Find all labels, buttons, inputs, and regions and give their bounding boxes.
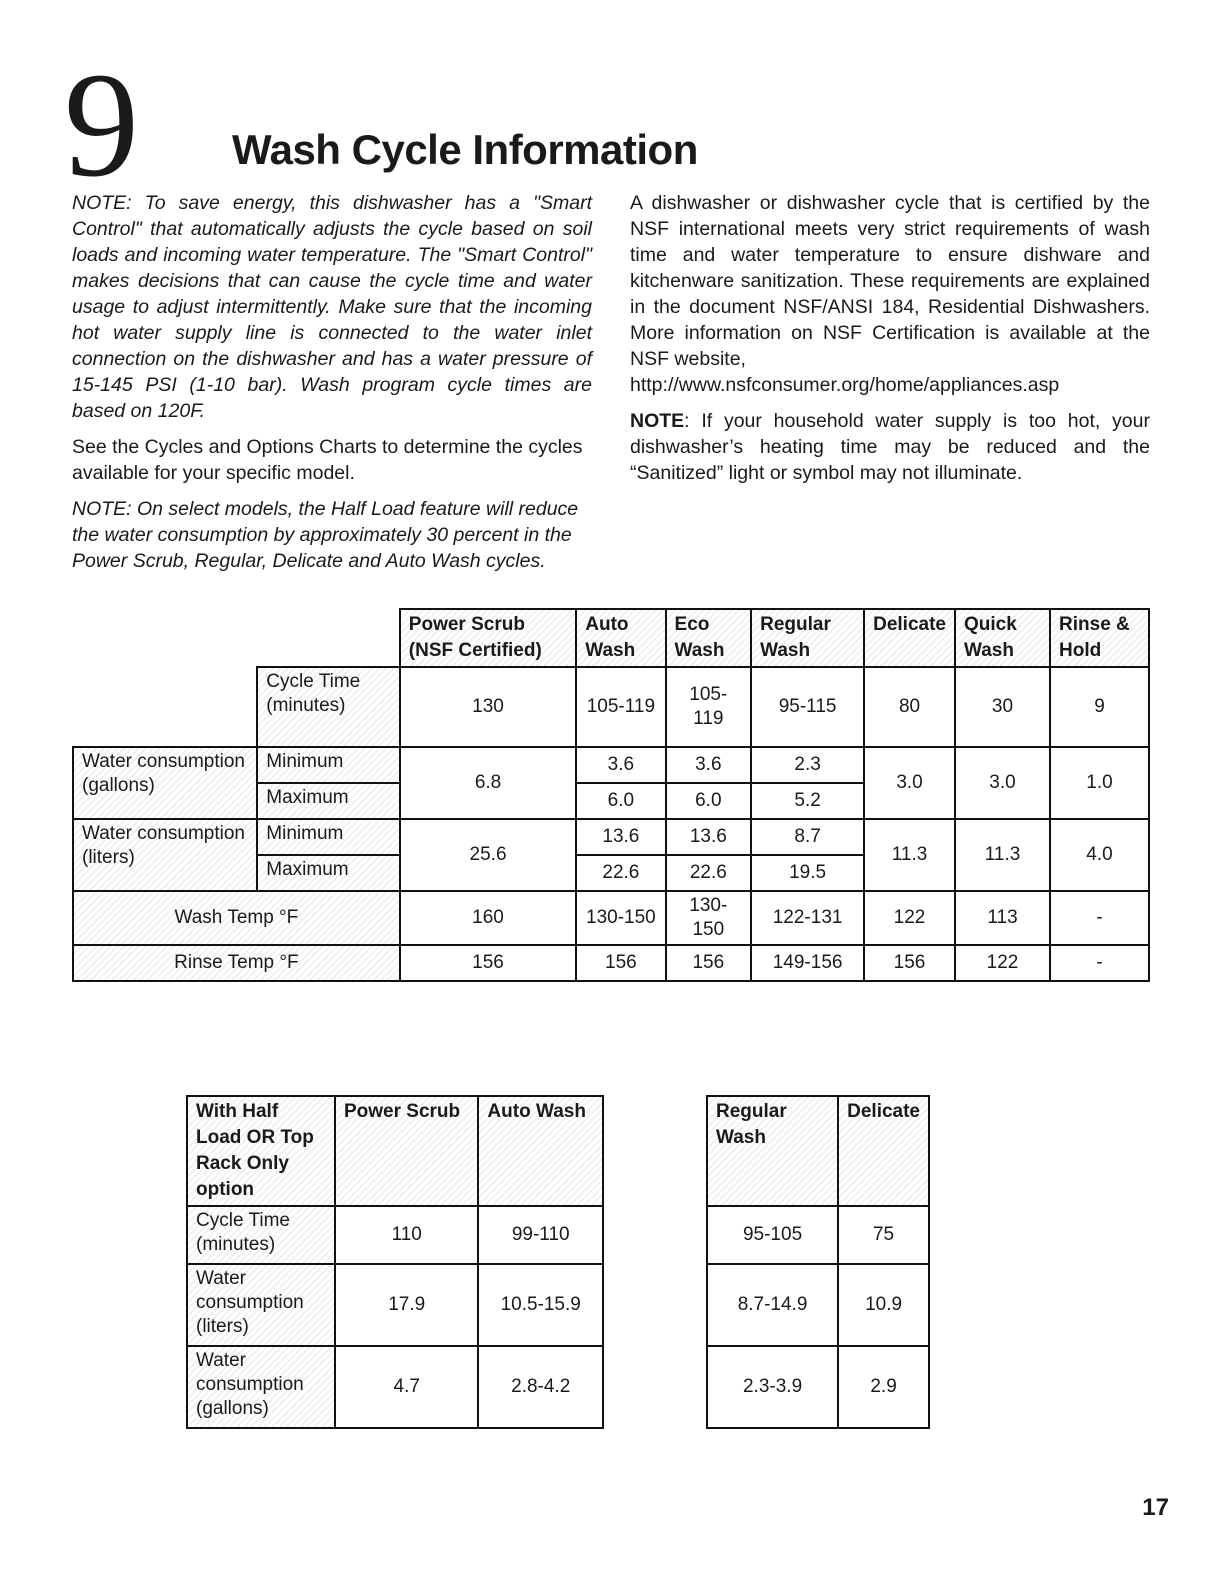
table-cell: 9: [1050, 667, 1149, 747]
table-cell: 80: [864, 667, 955, 747]
wash-cycle-table: [72, 608, 1150, 982]
table-cell: 3.6: [666, 747, 752, 783]
table-row: [187, 1346, 603, 1428]
table-cell: 2.3-3.9: [707, 1346, 838, 1428]
table-row: [707, 1346, 929, 1428]
hot-water-note: [630, 408, 1150, 486]
table-row: [73, 819, 1149, 855]
table-cell: 156: [864, 945, 955, 981]
col-header: Delicate: [864, 609, 955, 667]
table-header-row: [187, 1096, 603, 1206]
table-cell: -: [1050, 891, 1149, 945]
cycles-options-paragraph: See the Cycles and Options Charts to determine the cycles available for your specific model.: [72, 436, 583, 484]
note-text: : If your household water supply is too hot, your dishwasher’s heating time may be reduced and the “Sanitized” light or symbol may not illuminate.: [630, 410, 1150, 484]
table-cell: -: [1050, 945, 1149, 981]
table-cell: 95-115: [751, 667, 864, 747]
table-cell: 8.7: [751, 819, 864, 855]
table-cell: 11.3: [864, 819, 955, 891]
empty-cell: [73, 667, 257, 747]
table-cell: 17.9: [335, 1264, 478, 1346]
row-label: Water consumption (gallons): [73, 747, 257, 819]
table-cell: 11.3: [955, 819, 1050, 891]
row-sublabel: Minimum: [257, 747, 400, 783]
table-cell: 4.0: [1050, 819, 1149, 891]
col-header: Regular Wash: [707, 1096, 838, 1206]
nsf-paragraph: [630, 190, 1150, 398]
table-cell: 105-119: [666, 667, 752, 747]
table-header-row: [707, 1096, 929, 1206]
row-label: Water consumption (gallons): [187, 1346, 335, 1428]
left-column: [72, 190, 592, 584]
row-label: Cycle Time (minutes): [187, 1206, 335, 1264]
table-row: [707, 1264, 929, 1346]
table-row: [187, 1264, 603, 1346]
table-cell: 156: [400, 945, 576, 981]
smart-control-note: NOTE: To save energy, this dishwasher has a "Smart Control" that automatically adjusts the cycle based on soil loads and incoming water temperature. The "Smart Control" makes decisions that can cause the cycle time and water usage to adjust intermittently. Make sure that the incoming hot water supply line is connected to the water inlet connection on the dishwasher and has a water pressure of 15-145 PSI (1-10 bar). Wash program cycle times are based on 120F.: [72, 192, 592, 422]
row-sublabel: Maximum: [257, 783, 400, 819]
nsf-url: http://www.nsfconsumer.org/home/appliances.asp: [630, 374, 1060, 396]
table-cell: 8.7-14.9: [707, 1264, 838, 1346]
col-header: Power Scrub (NSF Certified): [400, 609, 576, 667]
table-cell: 2.8-4.2: [478, 1346, 603, 1428]
table-cell: 130: [400, 667, 576, 747]
table-cell: 130-150: [576, 891, 665, 945]
page-number: 17: [1142, 1494, 1169, 1521]
row-label: Water consumption (liters): [73, 819, 257, 891]
col-header: Auto Wash: [576, 609, 665, 667]
half-load-note: NOTE: On select models, the Half Load feature will reduce the water consumption by approximately 30 percent in the Power Scrub, Regular, Delicate and Auto Wash cycles.: [72, 498, 579, 572]
right-column: [630, 190, 1150, 496]
row-label: Rinse Temp °F: [73, 945, 400, 981]
table-cell: 110: [335, 1206, 478, 1264]
col-header: Power Scrub: [335, 1096, 478, 1206]
table-row: [73, 667, 1149, 747]
table-cell: 3.0: [864, 747, 955, 819]
half-load-table-continued: [706, 1095, 930, 1429]
table-cell: 160: [400, 891, 576, 945]
row-label: Water consumption (liters): [187, 1264, 335, 1346]
nsf-text: A dishwasher or dishwasher cycle that is certified by the NSF international meets very strict requirements of wash time and water temperature to ensure dishware and kitchenware sanitization. These requirements are explained in the document NSF/ANSI 184, Residential Dishwashers. More information on NSF Certification is available at the NSF website,: [630, 192, 1150, 370]
col-header: Auto Wash: [478, 1096, 603, 1206]
page-title: Wash Cycle Information: [232, 126, 698, 173]
table-cell: 156: [666, 945, 752, 981]
table-cell: 6.8: [400, 747, 576, 819]
table-cell: 6.0: [666, 783, 752, 819]
row-label: Cycle Time (minutes): [257, 667, 400, 747]
table-cell: 2.9: [838, 1346, 929, 1428]
table-cell: 30: [955, 667, 1050, 747]
table-cell: 3.6: [576, 747, 665, 783]
table-cell: 10.9: [838, 1264, 929, 1346]
table-cell: 13.6: [666, 819, 752, 855]
table-row: [73, 747, 1149, 783]
table-cell: 22.6: [576, 855, 665, 891]
table-cell: 95-105: [707, 1206, 838, 1264]
table-row: [707, 1206, 929, 1264]
note-label: NOTE: [630, 410, 685, 432]
half-load-table: [186, 1095, 604, 1429]
empty-corner: [73, 609, 400, 667]
corner-header: With Half Load OR Top Rack Only option: [187, 1096, 335, 1206]
table-cell: 113: [955, 891, 1050, 945]
col-header: Rinse & Hold: [1050, 609, 1149, 667]
table-cell: 156: [576, 945, 665, 981]
table-cell: 99-110: [478, 1206, 603, 1264]
table-cell: 105-119: [576, 667, 665, 747]
table-cell: 122-131: [751, 891, 864, 945]
row-sublabel: Maximum: [257, 855, 400, 891]
table-cell: 122: [864, 891, 955, 945]
table-cell: 130-150: [666, 891, 752, 945]
chapter-number: 9: [64, 42, 139, 208]
table-row: [187, 1206, 603, 1264]
table-cell: 19.5: [751, 855, 864, 891]
table-cell: 5.2: [751, 783, 864, 819]
table-row: [73, 945, 1149, 981]
table-cell: 22.6: [666, 855, 752, 891]
table-row: [73, 891, 1149, 945]
col-header: Regular Wash: [751, 609, 864, 667]
table-cell: 6.0: [576, 783, 665, 819]
row-sublabel: Minimum: [257, 819, 400, 855]
table-cell: 1.0: [1050, 747, 1149, 819]
table-cell: 10.5-15.9: [478, 1264, 603, 1346]
table-cell: 122: [955, 945, 1050, 981]
table-cell: 13.6: [576, 819, 665, 855]
col-header: Eco Wash: [666, 609, 752, 667]
table-cell: 4.7: [335, 1346, 478, 1428]
table-cell: 149-156: [751, 945, 864, 981]
row-label: Wash Temp °F: [73, 891, 400, 945]
col-header: Quick Wash: [955, 609, 1050, 667]
table-cell: 2.3: [751, 747, 864, 783]
table-cell: 25.6: [400, 819, 576, 891]
table-cell: 75: [838, 1206, 929, 1264]
table-header-row: [73, 609, 1149, 667]
col-header: Delicate: [838, 1096, 929, 1206]
table-cell: 3.0: [955, 747, 1050, 819]
